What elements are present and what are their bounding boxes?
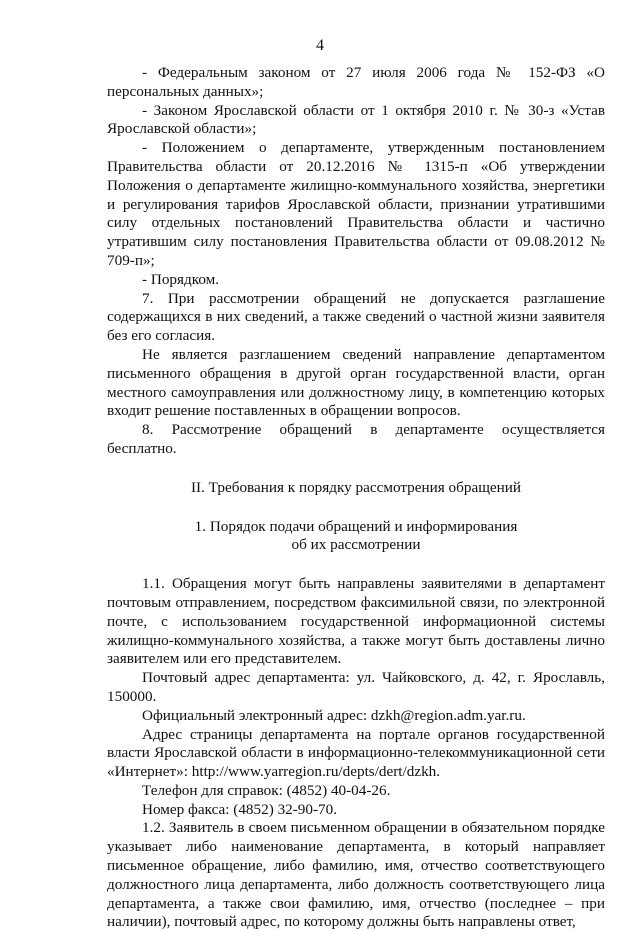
subsection-heading-line1: 1. Порядок подачи обращений и информирования (194, 517, 518, 535)
spacer (107, 459, 605, 479)
paragraph-phone: Телефон для справок: (4852) 40-04-26. (142, 781, 391, 799)
paragraph-item-8: 8. Рассмотрение обращений в департаменте осуществляется бесплатно. (107, 421, 605, 457)
paragraph-item-1-1: 1.1. Обращения могут быть направлены заявителями в департамент почтовым отправлением, посредством факсимильной связи, по электронной почте, с использованием государственной информационной системы жилищно-коммунального хозяйства, а также могут быть доставлены лично заявителем или его представителем. (107, 575, 605, 668)
paragraph-email: Официальный электронный адрес: dzkh@region.adm.yar.ru. (142, 706, 526, 724)
paragraph-regional-law: - Законом Ярославской области от 1 октября 2010 г. № 30-з «Устав Ярославской области»; (107, 101, 605, 138)
subsection-heading-line2: об их рассмотрении (291, 536, 421, 554)
paragraph-item-7: 7. При рассмотрении обращений не допускается разглашение содержащихся в них сведений, а также сведений о частной жизни заявителя без его согласия. (107, 289, 605, 345)
paragraph-item-1-2: 1.2. Заявитель в своем письменном обращении в обязательном порядке указывает либо наименование департамента, в который направляет письменное обращение, либо фамилию, имя, отчество соответствующего должностного лица департамента, либо должность соответствующего лица департамента, а также свои фамилию, имя, отчество (последнее – при наличии), почтовый адрес, по которому должны быть направлены ответ, (107, 819, 605, 931)
paragraph-web-address: Адрес страницы департамента на портале органов государственной власти Ярославской области в информационно-телекоммуникационной сети «Интернет»: http://www.yarregion.ru/depts/dert/dzkh. (107, 725, 605, 781)
paragraph-department-regulation: - Положением о департаменте, утвержденным постановлением Правительства области от 20.12.2016 № 1315-п «Об утверждении Положения о департаменте жилищно-коммунального хозяйства, энергетики и регулирования тарифов Ярославской области, признании утратившими силу отдельных постановлений Правительства области и частично утратившим силу постановления Правительства области от 09.08.2012 № 709-п»; (107, 139, 605, 269)
paragraph-fax: Номер факса: (4852) 32-90-70. (142, 800, 338, 818)
document-body (107, 64, 605, 932)
paragraph-postal-address: Почтовый адрес департамента: ул. Чайковского, д. 42, г. Ярославль, 150000. (107, 669, 605, 705)
page-number: 4 (316, 37, 324, 54)
paragraph-not-disclosure: Не является разглашением сведений направление департаментом письменного обращения в другой орган государственной власти, орган местного самоуправления или должностному лицу, в компетенцию которых входит решение поставленных в обращении вопросов. (107, 345, 605, 420)
paragraph-federal-law: - Федеральным законом от 27 июля 2006 года № 152-ФЗ «О персональных данных»; (107, 64, 605, 100)
paragraph-procedure: - Порядком. (142, 270, 220, 288)
spacer (107, 498, 605, 518)
section-heading: II. Требования к порядку рассмотрения обращений (190, 478, 522, 496)
spacer (107, 555, 605, 575)
